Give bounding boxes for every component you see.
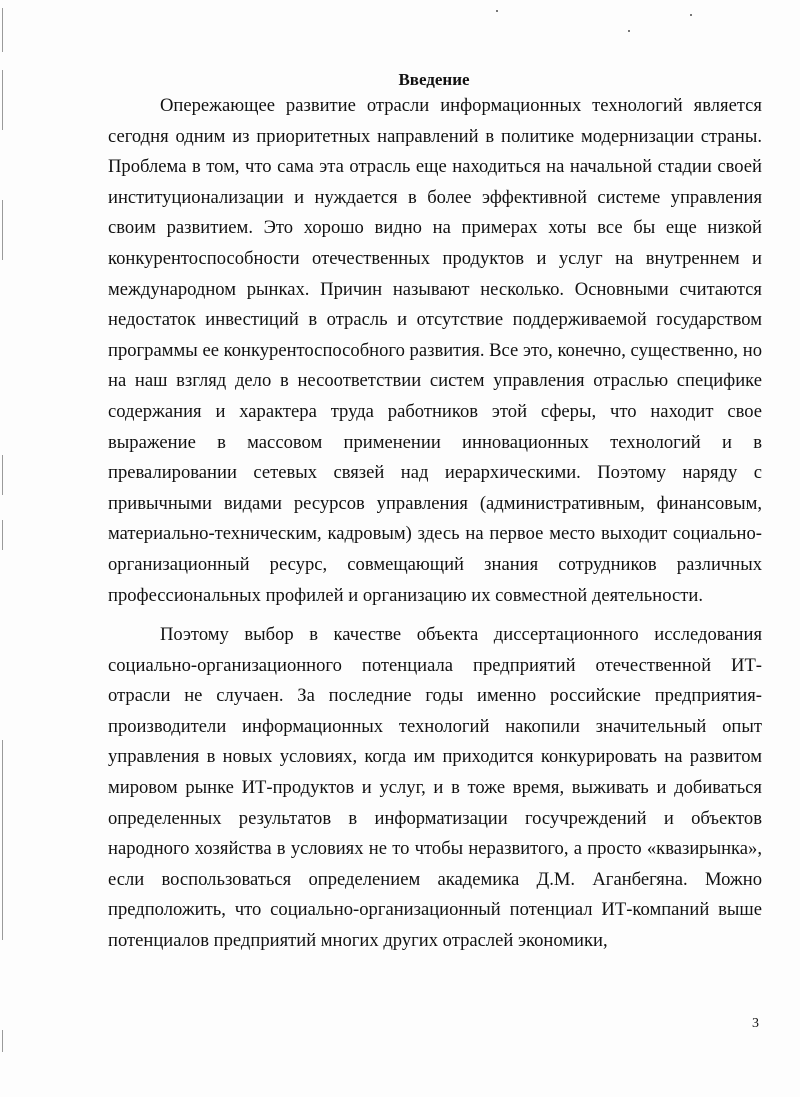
scan-dot: [628, 30, 630, 32]
scan-edge-artifacts: [2, 0, 12, 1097]
scan-speck: [2, 8, 3, 52]
scan-dot: [690, 14, 692, 16]
scan-dot: [496, 10, 498, 12]
section-heading: Введение: [398, 70, 470, 89]
scan-speck: [2, 1030, 3, 1052]
scan-speck: [2, 455, 3, 495]
page-number: 3: [752, 1016, 759, 1031]
body-text: [108, 91, 762, 957]
paragraph-1: Опережающее развитие отрасли информационных технологий является сегодня одним из приоритетных направлений в политике модернизации страны. Проблема в том, что сама эта отрасль еще находиться на начальной стадии своей институционализации и нуждается в более эффективной системе управления своим развитием. Это хорошо видно на примерах хоты все бы еще низкой конкурентоспособности отечественных продуктов и услуг на внутреннем и международном рынках. Причин называют несколько. Основными считаются недостаток инвестиций в отрасль и отсутствие поддерживаемой государством программы ее конкурентоспособного развития. Все это, конечно, существенно, но на наш взгляд дело в несоответствии систем управления отраслью специфике содержания и характера труда работников этой сферы, что находит свое выражение в массовом применении инновационных технологий и в превалировании сетевых связей над иерархическими. Поэтому наряду с привычными видами ресурсов управления (административным, финансовым, материально-техническим, кадровым) здесь на первое место выходит социально-организационный ресурс, совмещающий знания сотрудников различных профессиональных профилей и организацию их совместной деятельности.: [108, 95, 762, 606]
scan-speck: [2, 520, 3, 550]
scan-speck: [2, 200, 3, 260]
scan-speck: [2, 740, 3, 940]
paragraph-2: Поэтому выбор в качестве объекта диссертационного исследования социально-организационного потенциала предприятий отечественной ИТ-отрасли не случаен. За последние годы именно российские предприятия-производители информационных технологий накопили значительный опыт управления в новых условиях, когда им приходится конкурировать на развитом мировом рынке ИТ-продуктов и услуг, и в тоже время, выживать и добиваться определенных результатов в информатизации госучреждений и объектов народного хозяйства в условиях не то чтобы неразвитого, а просто «квазирынка», если воспользоваться определением академика Д.М. Аганбегяна. Можно предположить, что социально-организационный потенциал ИТ-компаний выше потенциалов предприятий многих других отраслей экономики,: [108, 624, 762, 952]
